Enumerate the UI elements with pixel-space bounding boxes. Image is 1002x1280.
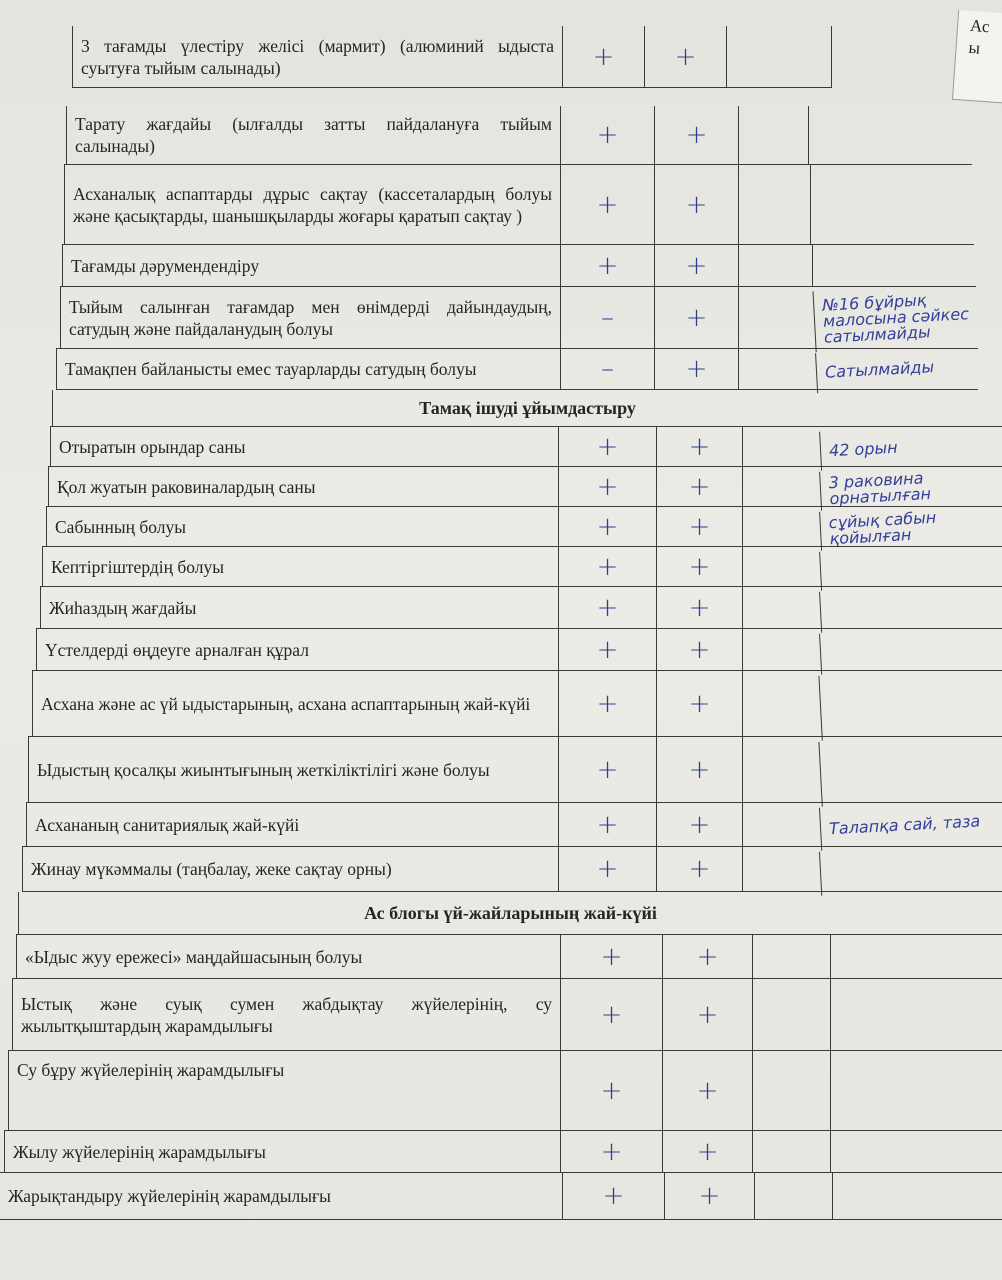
table-row (28, 736, 1002, 802)
handwritten-note: Талапқа сай, таза (828, 810, 981, 838)
table-row (64, 164, 972, 244)
row-label: Тыйым салынған тағамдар мен өнімдерді дайындаудың, сатудың және пайдаланудың болуы (69, 296, 552, 339)
row-label: Асхана және ас үй ыдыстарының, асхана аспаптарының жай-күйі (41, 693, 531, 714)
check-mark: + (685, 250, 708, 281)
table-row (60, 286, 976, 348)
corner-text-2: ы (967, 37, 981, 58)
handwritten-note: 42 орын (828, 437, 898, 460)
check-mark: + (698, 1181, 721, 1211)
corner-text-1: Ас (969, 15, 991, 37)
section-title: Ас блогы үй-жайларының жай-күйі (364, 902, 657, 923)
handwritten-note: Сатылмайды (824, 357, 935, 382)
check-mark: + (696, 941, 719, 972)
table-row (8, 1050, 1002, 1130)
check-mark: + (685, 302, 708, 333)
check-mark: + (596, 471, 619, 502)
table-row (4, 1130, 1002, 1172)
row-label: Қол жуатын раковиналардың саны (57, 476, 316, 497)
check-mark: + (688, 634, 711, 665)
section-title: Тамақ ішуді ұйымдастыру (419, 397, 636, 418)
check-mark: + (596, 431, 619, 462)
check-mark: + (596, 754, 619, 785)
check-mark: + (600, 999, 623, 1030)
check-mark: + (596, 189, 619, 220)
check-mark: + (596, 854, 619, 884)
row-label: Асханалық аспаптарды дұрыс сақтау (кассеталардың болуы және қасықтарды, шанышқыларды жоғары қаратып сақтау ) (73, 183, 552, 226)
row-label: Тағамды дәрумендендіру (71, 255, 260, 276)
check-mark: + (596, 809, 619, 840)
check-mark: + (596, 551, 619, 582)
table-row (72, 26, 832, 88)
row-label: Сабынның болуы (55, 516, 186, 537)
table-row (40, 586, 1002, 628)
section-header (18, 892, 1002, 934)
table-row (48, 466, 1002, 506)
check-mark: + (696, 999, 719, 1030)
row-label: «Ыдыс жуу ережесі» маңдайшасының болуы (25, 946, 363, 967)
check-mark: + (688, 551, 711, 582)
row-label: Кептіргіштердің болуы (51, 556, 225, 577)
check-mark: + (688, 592, 711, 623)
table-row (56, 348, 978, 390)
check-mark: + (600, 1136, 623, 1167)
row-label: Тамақпен байланысты емес тауарларды сатудың болуы (65, 359, 477, 379)
check-mark: + (688, 688, 711, 719)
table-row (36, 628, 1002, 670)
row-label: Жылу жүйелерінің жарамдылығы (13, 1141, 266, 1162)
row-label: Жарықтандыру жүйелерінің жарамдылығы (8, 1186, 331, 1206)
check-mark: + (674, 41, 697, 72)
check-mark: + (696, 1136, 719, 1167)
check-mark: + (696, 1075, 719, 1106)
table-row (16, 934, 1002, 978)
check-mark: + (685, 189, 708, 220)
check-mark: + (688, 754, 711, 785)
row-label: Үстелдерді өңдеуге арналған құрал (45, 639, 309, 660)
check-mark: + (688, 431, 711, 462)
handwritten-note: №16 бұйрық малосына сәйкес сатылмайды (821, 289, 970, 347)
table-row (46, 506, 1002, 546)
check-mark: + (688, 809, 711, 840)
table-row (22, 846, 1002, 892)
check-mark: + (688, 511, 711, 542)
check-mark: + (685, 120, 708, 150)
check-mark: + (685, 354, 708, 384)
dash-mark: – (601, 302, 614, 333)
check-mark: + (688, 854, 711, 884)
row-label: Ыдыстың қосалқы жиынтығының жеткіліктілігі және болуы (37, 759, 490, 780)
check-mark: + (596, 120, 619, 150)
dash-mark: – (601, 354, 614, 384)
handwritten-note: 3 раковина орнатылған (828, 467, 932, 508)
check-mark: + (600, 941, 623, 972)
table-row (42, 546, 1002, 586)
row-label: Жинау мүкәммалы (таңбалау, жеке сақтау орны) (31, 859, 392, 879)
table-row (50, 426, 1002, 466)
handwritten-note: сұйық сабын қойылған (828, 507, 937, 548)
table-row (62, 244, 974, 286)
table-row (66, 106, 970, 164)
check-mark: + (600, 1075, 623, 1106)
check-mark: + (596, 634, 619, 665)
table-row (26, 802, 1002, 846)
row-label: 3 тағамды үлестіру желісі (мармит) (алюминий ыдыста суытуға тыйым салынады) (81, 35, 554, 78)
check-mark: + (596, 688, 619, 719)
check-mark: + (596, 592, 619, 623)
row-label: Отыратын орындар саны (59, 436, 246, 457)
table-row (0, 1172, 1002, 1220)
row-label: Тарату жағдайы (ылғалды затты пайдалануға тыйым салынады) (75, 114, 552, 156)
row-label: Су бұру жүйелерінің жарамдылығы (17, 1060, 285, 1080)
check-mark: + (592, 41, 615, 72)
check-mark: + (596, 511, 619, 542)
table-row (12, 978, 1002, 1050)
section-header (52, 390, 1002, 426)
row-label: Жиһаздың жағдайы (49, 597, 197, 618)
check-mark: + (602, 1181, 625, 1211)
check-mark: + (596, 250, 619, 281)
row-label: Асхананың санитариялық жай-күйі (35, 814, 300, 835)
table-row (32, 670, 1002, 736)
check-mark: + (688, 471, 711, 502)
row-label: Ыстық және суық сумен жабдықтау жүйелерінің, су жылытқыштардың жарамдылығы (21, 993, 552, 1036)
